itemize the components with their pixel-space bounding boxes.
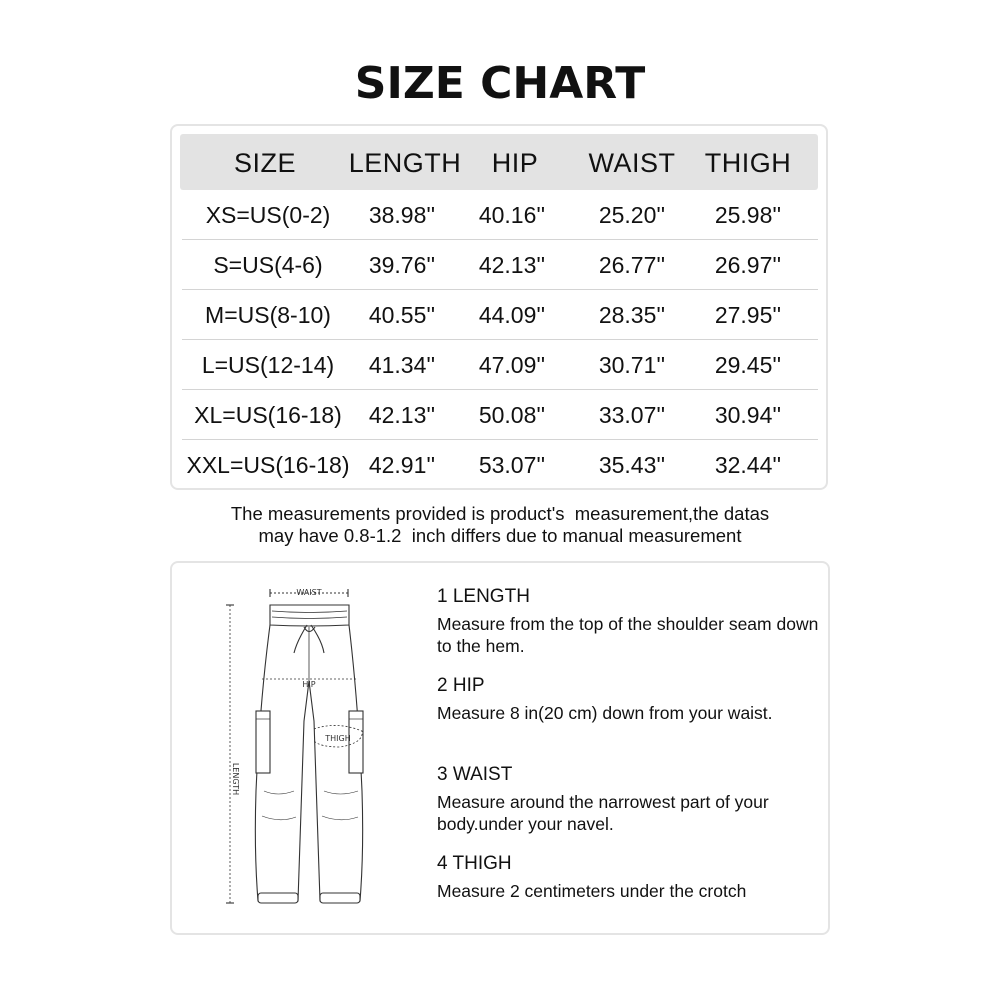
instruction-text: Measure 2 centimeters under the crotch bbox=[437, 881, 747, 901]
header-thigh: THIGH bbox=[704, 148, 792, 178]
table-row bbox=[182, 340, 818, 390]
cell-size: M=US(8-10) bbox=[205, 302, 331, 328]
cell-length: 38.98'' bbox=[368, 202, 436, 228]
cell-thigh: 26.97'' bbox=[714, 252, 782, 278]
table-row bbox=[182, 290, 818, 340]
cell-hip: 40.16'' bbox=[478, 202, 546, 228]
instruction-text: Measure from the top of the shoulder seam down to the hem. bbox=[437, 614, 819, 656]
cell-thigh: 32.44'' bbox=[714, 452, 782, 478]
cell-size: L=US(12-14) bbox=[201, 352, 335, 378]
instruction-thigh bbox=[437, 852, 827, 902]
cell-size: XS=US(0-2) bbox=[205, 202, 331, 228]
table-row bbox=[182, 190, 818, 240]
cell-hip: 53.07'' bbox=[478, 452, 546, 478]
cell-thigh: 25.98'' bbox=[714, 202, 782, 228]
page-title: SIZE CHART bbox=[354, 58, 646, 109]
header-length: LENGTH bbox=[348, 148, 462, 178]
table-row bbox=[182, 390, 818, 440]
instruction-text: Measure around the narrowest part of your body.under your navel. bbox=[437, 792, 769, 834]
instruction-length bbox=[437, 585, 827, 657]
cell-waist: 28.35'' bbox=[598, 302, 666, 328]
cell-thigh: 30.94'' bbox=[714, 402, 782, 428]
cell-hip: 42.13'' bbox=[478, 252, 546, 278]
measure-guide bbox=[170, 561, 830, 935]
table-row bbox=[182, 440, 818, 490]
cell-thigh: 27.95'' bbox=[714, 302, 782, 328]
cell-hip: 50.08'' bbox=[478, 402, 546, 428]
cell-waist: 30.71'' bbox=[598, 352, 666, 378]
cell-hip: 44.09'' bbox=[478, 302, 546, 328]
note-line-2: may have 0.8-1.2 inch differs due to manual measurement bbox=[258, 525, 742, 546]
instruction-waist bbox=[437, 763, 827, 835]
note-line-1: The measurements provided is product's measurement,the datas bbox=[230, 503, 770, 524]
instruction-heading: 3 WAIST bbox=[437, 764, 513, 785]
instruction-heading: 4 THIGH bbox=[437, 853, 512, 874]
instruction-heading: 2 HIP bbox=[437, 675, 485, 696]
cell-hip: 47.09'' bbox=[478, 352, 546, 378]
cell-length: 40.55'' bbox=[368, 302, 436, 328]
cell-length: 39.76'' bbox=[368, 252, 436, 278]
header-waist: WAIST bbox=[588, 148, 676, 178]
size-table bbox=[170, 124, 828, 490]
cell-size: XXL=US(16-18) bbox=[186, 452, 350, 478]
length-label: LENGTH bbox=[231, 762, 240, 796]
pants-diagram-icon bbox=[212, 581, 392, 921]
header-hip: HIP bbox=[491, 148, 539, 178]
cell-size: S=US(4-6) bbox=[213, 252, 323, 278]
cell-waist: 26.77'' bbox=[598, 252, 666, 278]
cell-length: 41.34'' bbox=[368, 352, 436, 378]
waist-label: WAIST bbox=[296, 588, 322, 597]
cell-thigh: 29.45'' bbox=[714, 352, 782, 378]
cell-length: 42.13'' bbox=[368, 402, 436, 428]
table-header bbox=[180, 134, 818, 190]
table-row bbox=[182, 240, 818, 290]
cell-waist: 33.07'' bbox=[598, 402, 666, 428]
instruction-text: Measure 8 in(20 cm) down from your waist. bbox=[437, 703, 773, 723]
header-size: SIZE bbox=[233, 148, 296, 178]
cell-size: XL=US(16-18) bbox=[194, 402, 342, 428]
hip-label: HIP bbox=[302, 680, 316, 689]
instruction-hip bbox=[437, 674, 827, 724]
cell-waist: 35.43'' bbox=[598, 452, 666, 478]
thigh-label: THIGH bbox=[325, 734, 351, 743]
cell-waist: 25.20'' bbox=[598, 202, 666, 228]
measurement-note bbox=[150, 503, 850, 547]
cell-length: 42.91'' bbox=[368, 452, 436, 478]
instruction-heading: 1 LENGTH bbox=[437, 586, 530, 607]
